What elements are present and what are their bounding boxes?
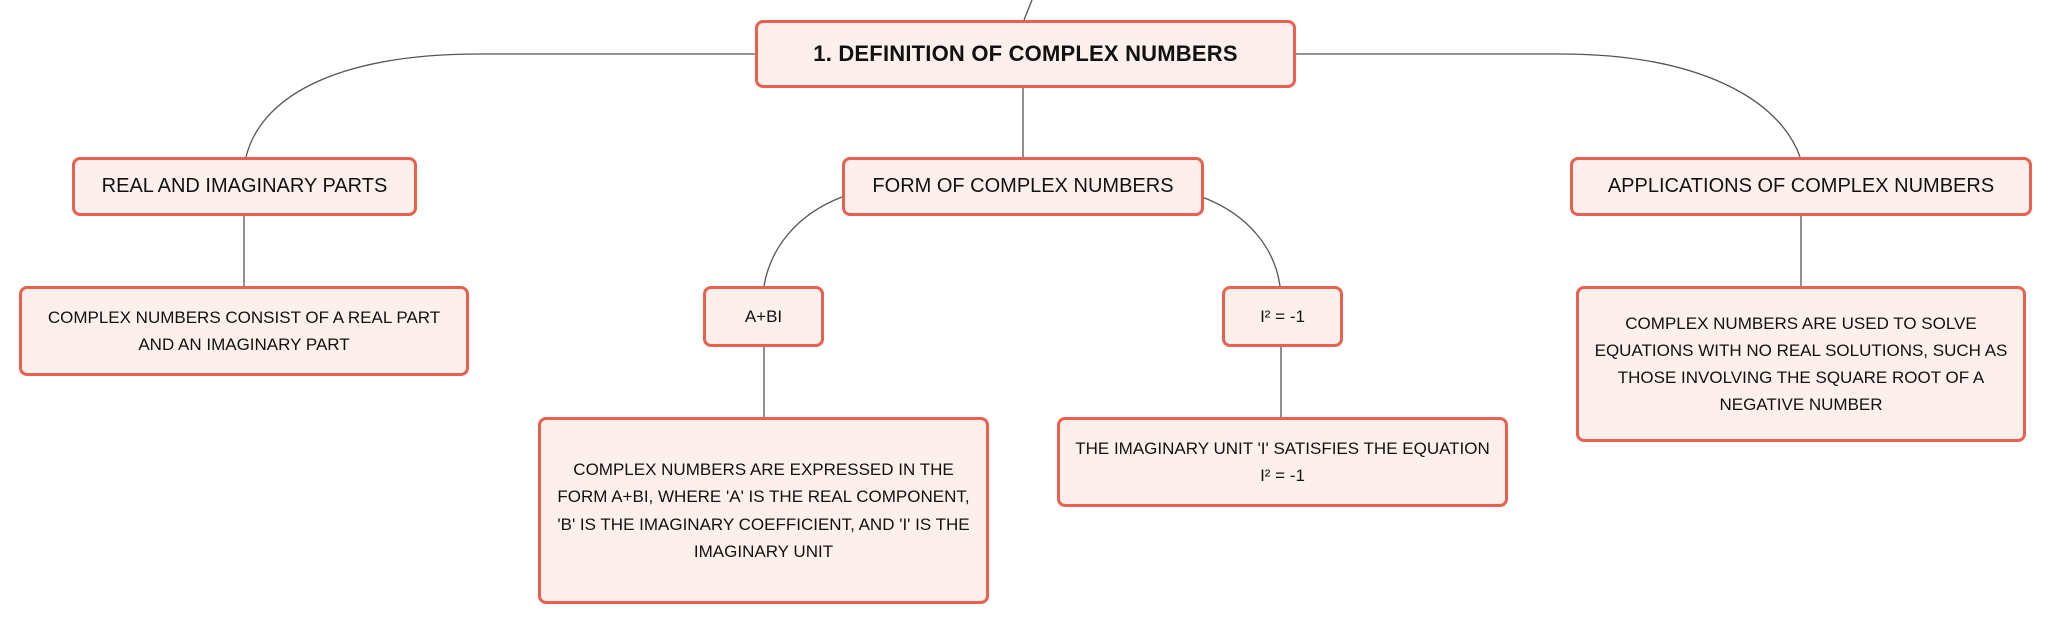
connector-root-to-real-imaginary: [246, 54, 755, 157]
connector-parent-to-root: [1024, 0, 1032, 20]
a-plus-bi-label: A+BI: [744, 306, 783, 326]
root-topic-node[interactable]: [755, 20, 1296, 88]
applications-detail-text: COMPLEX NUMBERS ARE USED TO SOLVE EQUATIONS WITH NO REAL SOLUTIONS, SUCH AS THOSE INVOLVING THE SQUARE ROOT OF A NEGATIVE NUMBER: [1594, 313, 2008, 415]
real-imaginary-parts-node[interactable]: [72, 157, 417, 216]
form-of-complex-numbers-label: FORM OF COMPLEX NUMBERS: [872, 175, 1174, 197]
i-squared-detail-node[interactable]: [1057, 417, 1508, 507]
connector-root-to-applications: [1294, 54, 1800, 157]
real-imaginary-detail-text: COMPLEX NUMBERS CONSIST OF A REAL PART AND AN IMAGINARY PART: [47, 307, 441, 354]
a-plus-bi-detail-node[interactable]: [538, 417, 989, 604]
real-imaginary-parts-label: REAL AND IMAGINARY PARTS: [101, 175, 388, 197]
form-of-complex-numbers-node[interactable]: [842, 157, 1204, 216]
connector-form-to-a-bi: [764, 197, 842, 286]
real-imaginary-detail-node[interactable]: [19, 286, 469, 376]
connector-form-to-i-squared: [1202, 197, 1280, 286]
root-topic-label: 1. DEFINITION OF COMPLEX NUMBERS: [813, 41, 1238, 66]
i-squared-label: I² = -1: [1260, 306, 1305, 326]
applications-detail-node[interactable]: [1576, 286, 2026, 442]
a-plus-bi-detail-text: COMPLEX NUMBERS ARE EXPRESSED IN THE FORM A+BI, WHERE 'A' IS THE REAL COMPONENT, 'B' IS THE IMAGINARY COEFFICIENT, AND 'I' IS THE IMAGINARY UNIT: [557, 460, 970, 561]
i-squared-detail-text: THE IMAGINARY UNIT 'I' SATISFIES THE EQUATION I² = -1: [1075, 438, 1490, 485]
applications-label: APPLICATIONS OF COMPLEX NUMBERS: [1607, 175, 1995, 197]
i-squared-node[interactable]: [1222, 286, 1343, 347]
a-plus-bi-node[interactable]: [703, 286, 824, 347]
applications-node[interactable]: [1570, 157, 2032, 216]
